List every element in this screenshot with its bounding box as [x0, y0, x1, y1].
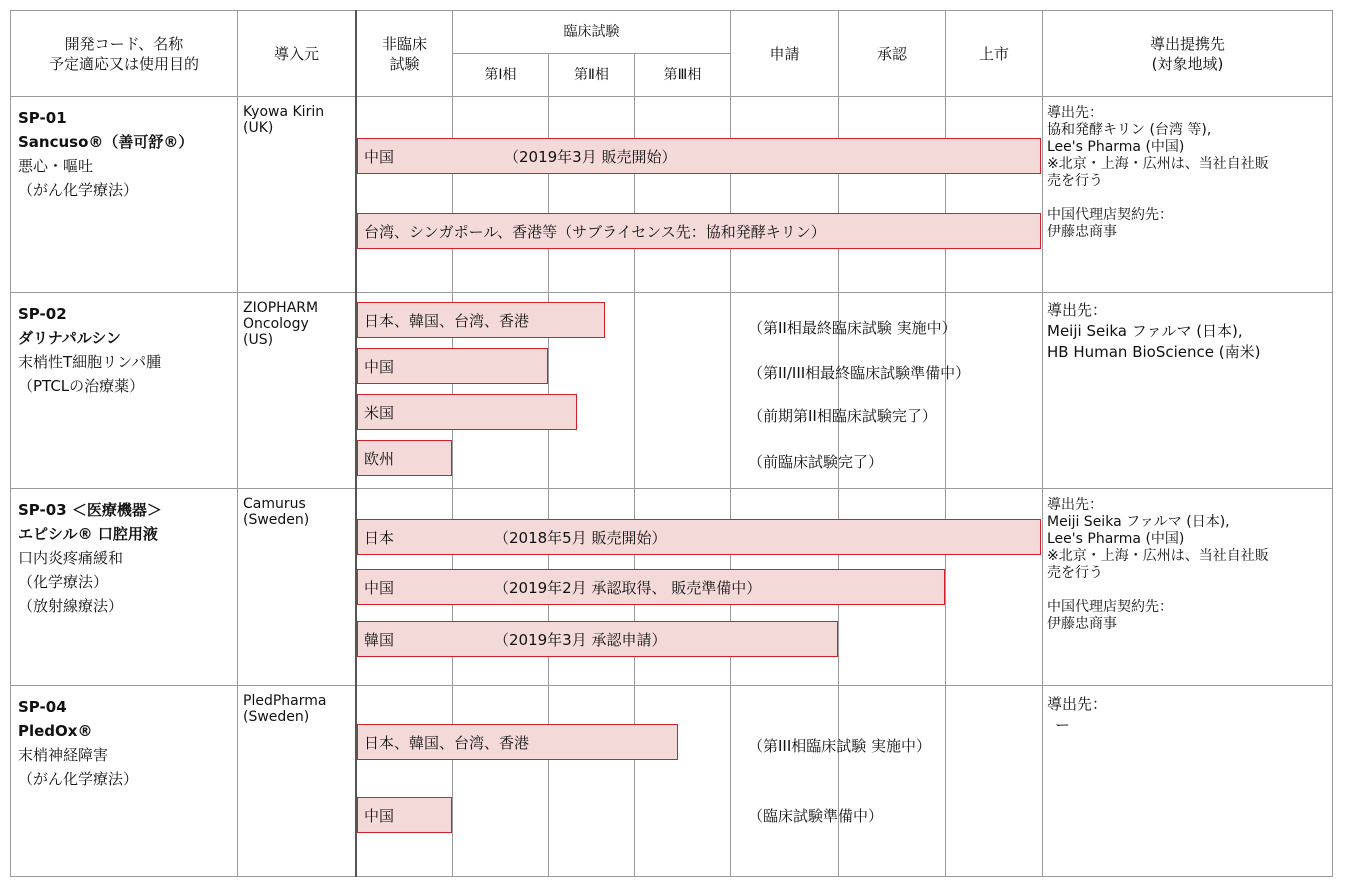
bar-region: 欧州 [364, 449, 395, 468]
header-product: 開発コード、名称 予定適応又は使用目的 [48, 34, 199, 73]
pipeline-bar [357, 440, 452, 476]
code-text: SP-03 [18, 501, 67, 519]
product-indication: 口内炎疼痛緩和 [18, 549, 124, 567]
bar-region: 中国 [364, 806, 395, 825]
code-suffix: ＜医療機器＞ [71, 501, 162, 519]
pipeline-bar [357, 724, 678, 760]
spacer [1047, 582, 1269, 599]
partner-line: Lee's Pharma (中国) [1047, 531, 1185, 547]
pipeline-bar [357, 519, 1041, 555]
licensor: Kyowa Kirin (UK) [243, 104, 325, 136]
spacer [1047, 190, 1269, 207]
partner-line: Meiji Seika ファルマ (日本), [1047, 322, 1243, 340]
bar-region: 中国 [364, 578, 395, 597]
header-preclinical: 非臨床 試験 [381, 34, 427, 73]
product-name: PledOx® [18, 722, 93, 740]
header-application: 申請 [769, 44, 800, 63]
product-indication: （がん化学療法） [18, 181, 139, 199]
partner-line: 導出先： [1047, 105, 1103, 121]
pipeline-bar [357, 213, 1041, 249]
pipeline-bar [357, 302, 605, 338]
product-indication: （がん化学療法） [18, 770, 139, 788]
header-partner: 導出提携先 (対象地域) [1149, 34, 1225, 73]
partner-line: 中国代理店契約先： [1047, 599, 1173, 615]
header-phase2: 第Ⅱ相 [574, 67, 609, 83]
bar-region: 日本 [364, 528, 395, 547]
pipeline-bar [357, 797, 452, 833]
header-launch: 上市 [978, 44, 1009, 63]
product-name: Sancuso®（善可舒®） [18, 133, 194, 151]
partner-line: 売を行う [1047, 173, 1103, 189]
bar-status: （2019年3月 販売開始） [504, 147, 677, 166]
partner-line: 導出先： [1047, 497, 1103, 513]
partner-line: 導出先： [1047, 695, 1108, 713]
partner-line: HB Human BioScience (南米) [1047, 343, 1261, 361]
partner-cell [1047, 300, 1260, 363]
bar-region: 日本、韓国、台湾、香港 [364, 311, 530, 330]
product-indication: 悪心・嘔吐 [18, 157, 94, 175]
header-phase1: 第Ⅰ相 [484, 67, 517, 83]
header-clinical: 臨床試験 [563, 24, 620, 40]
product-cell [18, 302, 161, 398]
product-code: SP-01 [18, 109, 67, 127]
partner-line: 中国代理店契約先： [1047, 207, 1173, 223]
status-note: （第II/III相最終臨床試験準備中） [748, 364, 971, 382]
product-cell [18, 106, 193, 202]
pipeline-bar [357, 138, 1041, 174]
pipeline-bar [357, 569, 945, 605]
partner-line: ※北京・上海・広州は、当社自社販 [1047, 548, 1269, 564]
status-note: （前期第II相臨床試験完了） [748, 407, 937, 425]
product-cell [18, 498, 162, 618]
licensor: Camurus (Sweden) [243, 496, 310, 528]
partner-line: 伊藤忠商事 [1047, 224, 1117, 240]
product-cell [18, 695, 138, 791]
bar-status: （2019年2月 承認取得、 販売準備中） [494, 578, 762, 597]
bar-region: 米国 [364, 403, 395, 422]
status-note: （臨床試験準備中） [748, 807, 884, 825]
bar-region: 中国 [364, 147, 395, 166]
bar-status: （2018年5月 販売開始） [494, 528, 667, 547]
product-code [18, 498, 162, 522]
partner-cell [1047, 497, 1269, 633]
product-indication: 末梢神経障害 [18, 746, 109, 764]
product-code: SP-02 [18, 305, 67, 323]
partner-line: 伊藤忠商事 [1047, 616, 1117, 632]
bar-region: 台湾、シンガポール、香港等（サブライセンス先：協和発酵キリン） [364, 222, 826, 241]
licensor: PledPharma (Sweden) [243, 693, 327, 725]
pipeline-bar [357, 621, 838, 657]
product-code: SP-04 [18, 698, 67, 716]
product-indication: 末梢性T細胞リンパ腫 [18, 353, 162, 371]
pipeline-bar [357, 348, 548, 384]
bar-region: 中国 [364, 357, 395, 376]
partner-line: ー [1055, 716, 1071, 734]
header-source: 導入元 [273, 44, 319, 63]
product-indication: （PTCLの治療薬） [18, 377, 145, 395]
partner-line: 売を行う [1047, 565, 1103, 581]
partner-line: ※北京・上海・広州は、当社自社販 [1047, 156, 1269, 172]
header-phase3: 第Ⅲ相 [663, 67, 702, 83]
partner-line: Meiji Seika ファルマ (日本), [1047, 514, 1230, 530]
licensor: ZIOPHARM Oncology (US) [243, 300, 319, 348]
status-note: （前臨床試験完了） [748, 453, 884, 471]
product-name: ダリナパルシン [18, 329, 122, 347]
header-approval: 承認 [876, 44, 907, 63]
status-note: （第II相最終臨床試験 実施中） [748, 319, 957, 337]
partner-line: Lee's Pharma (中国) [1047, 139, 1185, 155]
product-indication: （化学療法） [18, 573, 109, 591]
partner-cell [1047, 694, 1107, 736]
partner-line: 協和発酵キリン (台湾 等), [1047, 122, 1212, 138]
product-indication: （放射線療法） [18, 597, 124, 615]
pipeline-bar [357, 394, 577, 430]
partner-line: 導出先： [1047, 301, 1108, 319]
bar-region: 日本、韓国、台湾、香港 [364, 733, 530, 752]
bar-region: 韓国 [364, 630, 395, 649]
status-note: （第III相臨床試験 実施中） [748, 737, 932, 755]
bar-status: （2019年3月 承認申請） [494, 630, 667, 649]
partner-cell [1047, 105, 1269, 241]
product-name: エピシル® 口腔用液 [18, 525, 158, 543]
